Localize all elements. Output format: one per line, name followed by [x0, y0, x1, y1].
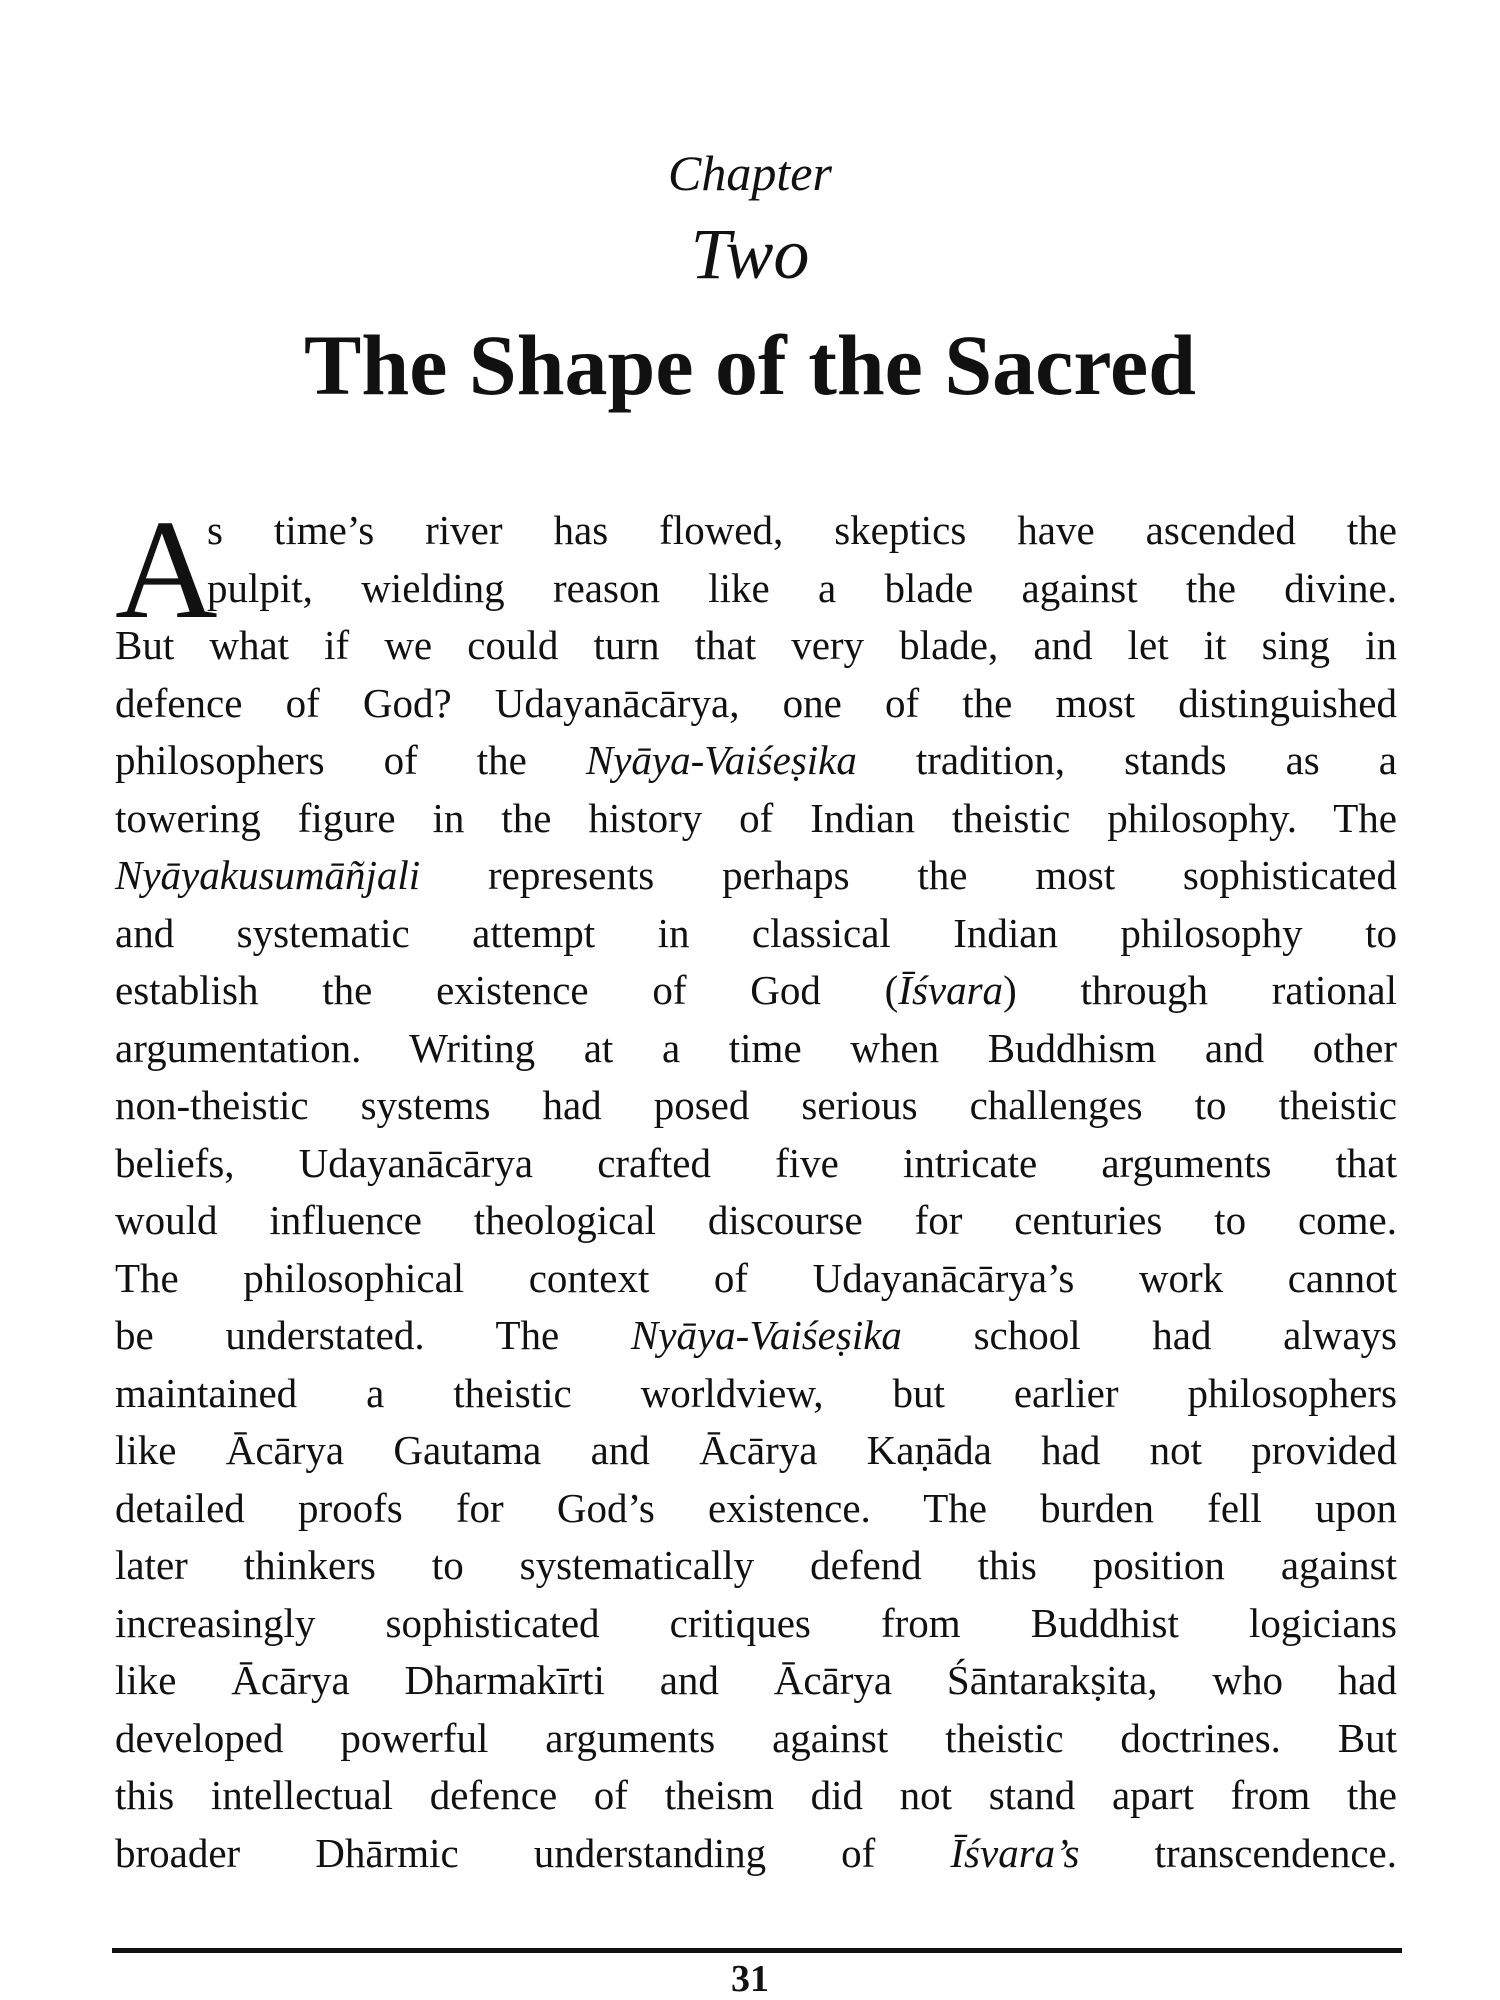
text-line: broader Dhārmic understanding of Īśvara’s transcendence. [115, 1829, 1397, 1876]
text-line: and systematic attempt in classical Indian philosophy to [115, 909, 1397, 956]
italic-term: Īśvara’s [950, 1829, 1080, 1876]
text-line: establish the existence of God (Īśvara) through rational [115, 967, 1397, 1013]
chapter-number: Two [690, 214, 810, 294]
text-line: s time’s river has flowed, skeptics have ascended the [207, 507, 1397, 553]
text-line: maintained a theistic worldview, but earlier philosophers [115, 1369, 1397, 1416]
text-line: like Ācārya Gautama and Ācārya Kaṇāda had not provided [115, 1427, 1397, 1473]
text-line: pulpit, wielding reason like a blade against the divine. [207, 564, 1397, 611]
body-paragraph [115, 490, 1397, 1882]
text-line: be understated. The Nyāya-Vaiśeṣika school had always [115, 1312, 1397, 1358]
text-line: beliefs, Udayanācārya crafted five intricate arguments that [115, 1139, 1397, 1186]
text-line: defence of God? Udayanācārya, one of the most distinguished [115, 679, 1397, 726]
text-line: would influence theological discourse for centuries to come. [115, 1197, 1397, 1243]
chapter-title: The Shape of the Sacred [304, 317, 1196, 413]
text-line: like Ācārya Dharmakīrti and Ācārya Śāntarakṣita, who had [115, 1657, 1397, 1703]
italic-term: Īśvara [898, 967, 1004, 1013]
drop-cap: A [115, 490, 218, 648]
text-line: The philosophical context of Udayanācārya’s work cannot [115, 1254, 1397, 1301]
text-line: philosophers of the Nyāya-Vaiśeṣika tradition, stands as a [115, 737, 1397, 783]
text-line: later thinkers to systematically defend this position against [115, 1542, 1397, 1588]
text-line: developed powerful arguments against theistic doctrines. But [115, 1714, 1397, 1761]
text-line: towering figure in the history of Indian theistic philosophy. The [115, 794, 1397, 841]
text-line: argumentation. Writing at a time when Buddhism and other [115, 1024, 1397, 1071]
page-number: 31 [731, 1958, 769, 2000]
text-line: increasingly sophisticated critiques from Buddhist logicians [115, 1599, 1397, 1646]
chapter-label: Chapter [668, 145, 832, 201]
italic-term: Nyāya-Vaiśeṣika [630, 1312, 902, 1358]
text-line: Nyāyakusumāñjali represents perhaps the most sophisticated [115, 852, 1397, 898]
text-line: detailed proofs for God’s existence. The burden fell upon [115, 1484, 1397, 1531]
text-line: non-theistic systems had posed serious challenges to theistic [115, 1082, 1397, 1128]
italic-term: Nyāya-Vaiśeṣika [585, 737, 857, 783]
footer-rule [112, 1948, 1402, 1953]
text-line: But what if we could turn that very blade, and let it sing in [115, 622, 1397, 668]
text-line: this intellectual defence of theism did not stand apart from the [115, 1772, 1397, 1818]
italic-term: Nyāyakusumāñjali [115, 852, 421, 898]
